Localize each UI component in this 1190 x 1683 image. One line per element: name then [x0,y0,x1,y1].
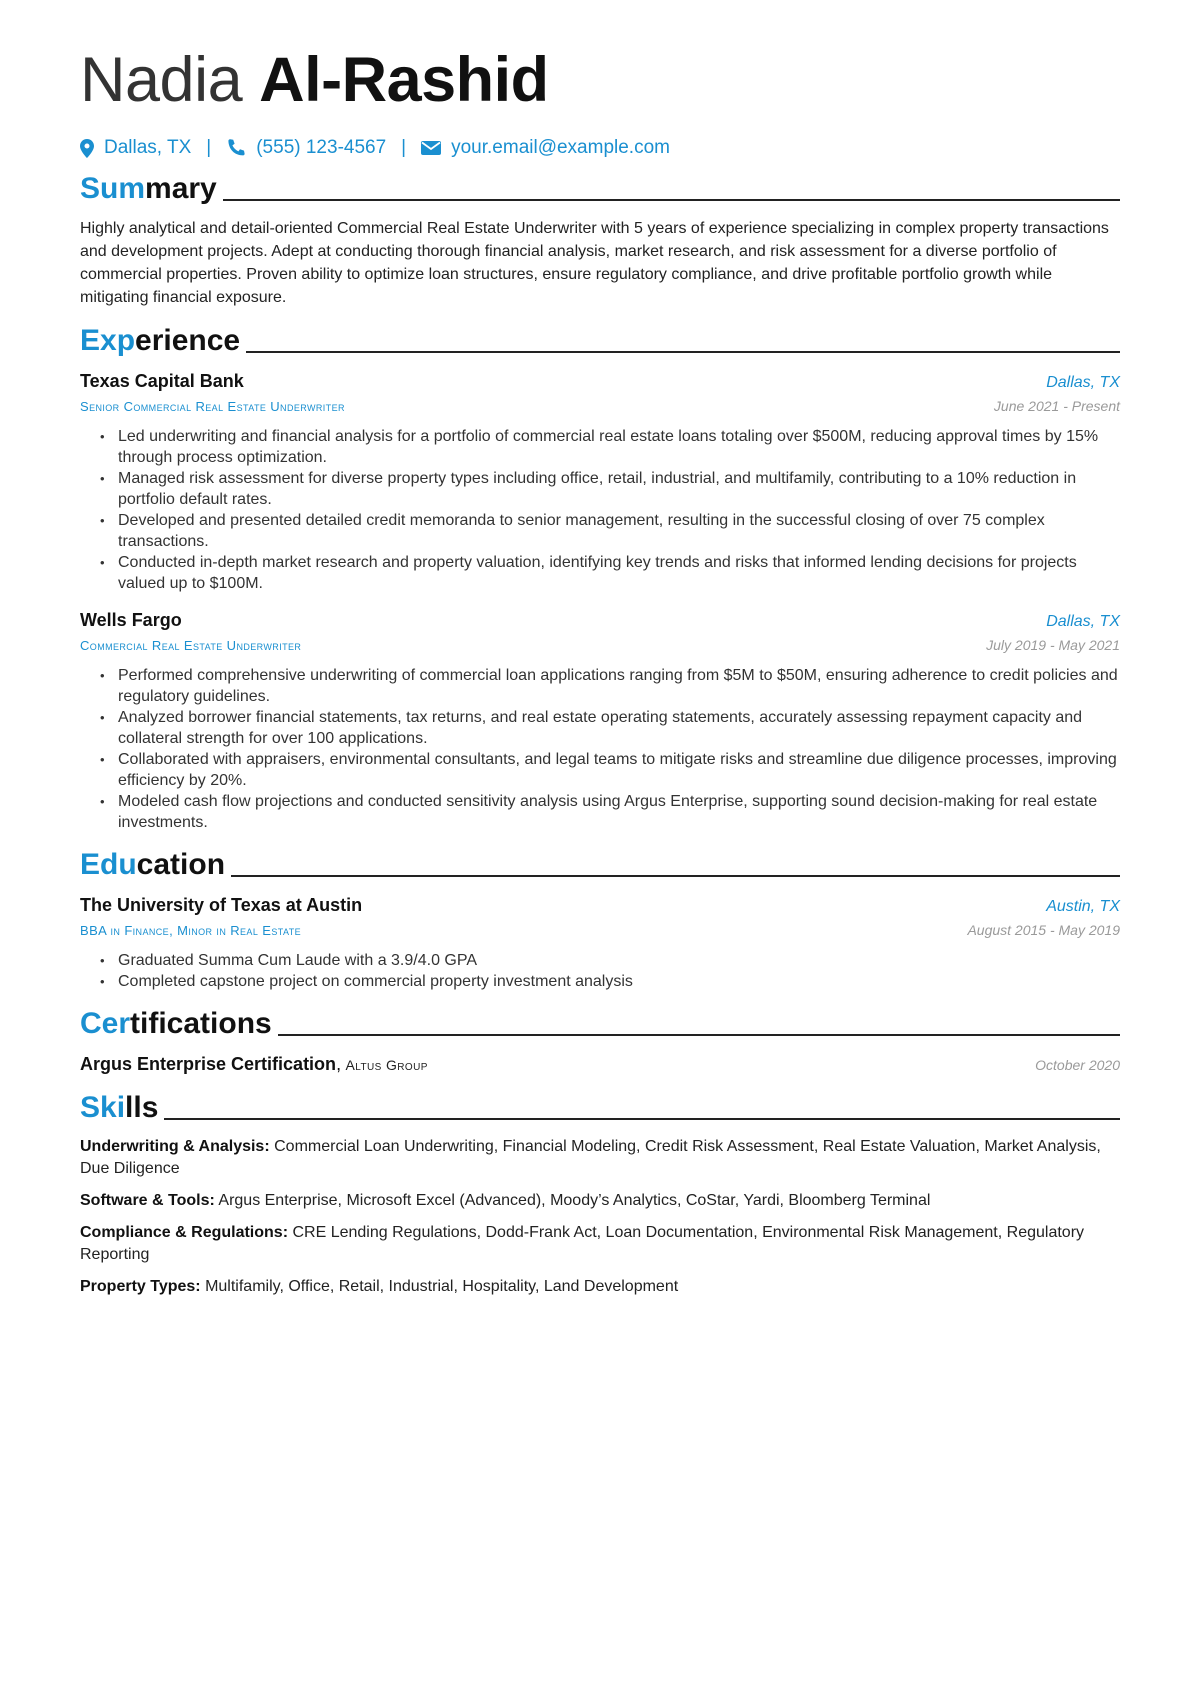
envelope-icon [421,140,441,156]
location-text: Dallas, TX [104,137,192,158]
skill-items: Commercial Loan Underwriting, Financial Modeling, Credit Risk Assessment, Real Estate Valuation, Market Analysis, Due Diligence [80,1138,1101,1177]
summary-section [80,169,1120,309]
first-name: Nadia [80,45,243,115]
job-entry [80,369,1120,594]
section-rule [231,875,1120,877]
section-title: Summary [80,172,217,205]
bullet-item: • Completed capstone project on commercial property investment analysis [118,971,1120,992]
certification-comma: , [336,1054,342,1074]
employer-name: Texas Capital Bank [80,371,244,391]
bullet-item: • Led underwriting and financial analysis for a portfolio of commercial real estate loans totaling over $500M, reducing approval times by 15% through process optimization. [118,426,1120,468]
summary-heading [80,169,1120,207]
degree: BBA in Finance, Minor in Real Estate [80,923,301,938]
skill-category: Compliance & Regulations: [80,1224,289,1241]
certification-date: October 2020 [1035,1057,1120,1073]
job-title: Commercial Real Estate Underwriter [80,638,302,653]
certifications-heading [80,1004,1120,1042]
certification-name: Argus Enterprise Certification [80,1054,337,1074]
school-name: The University of Texas at Austin [80,895,363,915]
contact-bar [80,133,1120,163]
bullet-item: • Modeled cash flow projections and conducted sensitivity analysis using Argus Enterprise, supporting sound decision-making for real estate investments. [118,791,1120,833]
experience-section [80,321,1120,833]
last-name: Al-Rashid [259,45,549,115]
phone-icon [226,138,246,158]
resume-page [80,40,1120,1298]
bullet-item: • Performed comprehensive underwriting of commercial loan applications ranging from $5M to $50M, ensuring adherence to credit policies and regulatory guidelines. [118,665,1120,707]
summary-text: Highly analytical and detail-oriented Commercial Real Estate Underwriter with 5 years of experience specializing in complex property transactions and development projects. Adept at conducting thorough financial analysis, market research, and risk assessment for a diverse portfolio of commercial properties. Proven ability to optimize loan structures, ensure regulatory compliance, and drive profitable portfolio growth while mitigating financial exposure. [80,220,1109,306]
experience-heading [80,321,1120,359]
section-title: Skills [80,1091,159,1124]
section-rule [246,351,1120,353]
education-bullets [80,950,1120,992]
section-title: Education [80,848,226,881]
map-marker-icon [80,139,94,158]
skill-group [80,1136,1120,1180]
job-location: Dallas, TX [1046,374,1120,391]
section-rule [223,199,1120,201]
job-entry [80,608,1120,833]
bullet-item: • Conducted in-depth market research and property valuation, identifying key trends and risks that informed lending decisions for projects valued up to $100M. [118,552,1120,594]
section-title: Certifications [80,1007,272,1040]
job-location: Dallas, TX [1046,613,1120,630]
education-heading [80,845,1120,883]
skill-group [80,1190,1120,1212]
phone-link[interactable]: (555) 123-4567 [256,137,387,158]
school-location: Austin, TX [1046,898,1120,915]
bullet-item: • Developed and presented detailed credit memoranda to senior management, resulting in the successful closing of over 75 complex transactions. [118,510,1120,552]
skill-category: Property Types: [80,1278,201,1295]
employer-name: Wells Fargo [80,610,182,630]
education-section [80,845,1120,992]
skill-group [80,1222,1120,1266]
separator: | [206,137,212,158]
skills-heading [80,1088,1120,1126]
education-dates: August 2015 - May 2019 [967,922,1120,938]
bullet-item: • Graduated Summa Cum Laude with a 3.9/4.0 GPA [118,950,1120,971]
bullet-item: • Collaborated with appraisers, environmental consultants, and legal teams to mitigate risks and streamline due diligence processes, improving efficiency by 20%. [118,749,1120,791]
job-dates: June 2021 - Present [993,398,1120,414]
candidate-name [80,40,1120,120]
certification-entry [80,1054,1120,1076]
skill-items: Multifamily, Office, Retail, Industrial, Hospitality, Land Development [205,1278,679,1295]
certification-issuer: Altus Group [345,1057,428,1073]
certifications-section [80,1004,1120,1076]
skill-items: CRE Lending Regulations, Dodd-Frank Act, Loan Documentation, Environmental Risk Management, Regulatory Reporting [80,1224,1085,1263]
email-link[interactable]: your.email@example.com [451,137,670,158]
separator: | [401,137,407,158]
skill-group [80,1276,1120,1298]
job-title: Senior Commercial Real Estate Underwriter [80,399,345,414]
skills-section [80,1088,1120,1298]
bullet-item: • Analyzed borrower financial statements, tax returns, and real estate operating statements, accurately assessing repayment capacity and collateral strength for over 100 applications. [118,707,1120,749]
skill-category: Underwriting & Analysis: [80,1138,270,1155]
education-entry [80,893,1120,992]
job-bullets [80,665,1120,833]
section-rule [278,1034,1120,1036]
job-bullets [80,426,1120,594]
job-dates: July 2019 - May 2021 [986,637,1120,653]
skill-category: Software & Tools: [80,1192,215,1209]
section-title: Experience [80,324,241,357]
bullet-item: • Managed risk assessment for diverse property types including office, retail, industrial, and multifamily, contributing to a 10% reduction in portfolio default rates. [118,468,1120,510]
section-rule [164,1118,1120,1120]
skill-items: Argus Enterprise, Microsoft Excel (Advanced), Moody’s Analytics, CoStar, Yardi, Bloomberg Terminal [218,1192,931,1209]
